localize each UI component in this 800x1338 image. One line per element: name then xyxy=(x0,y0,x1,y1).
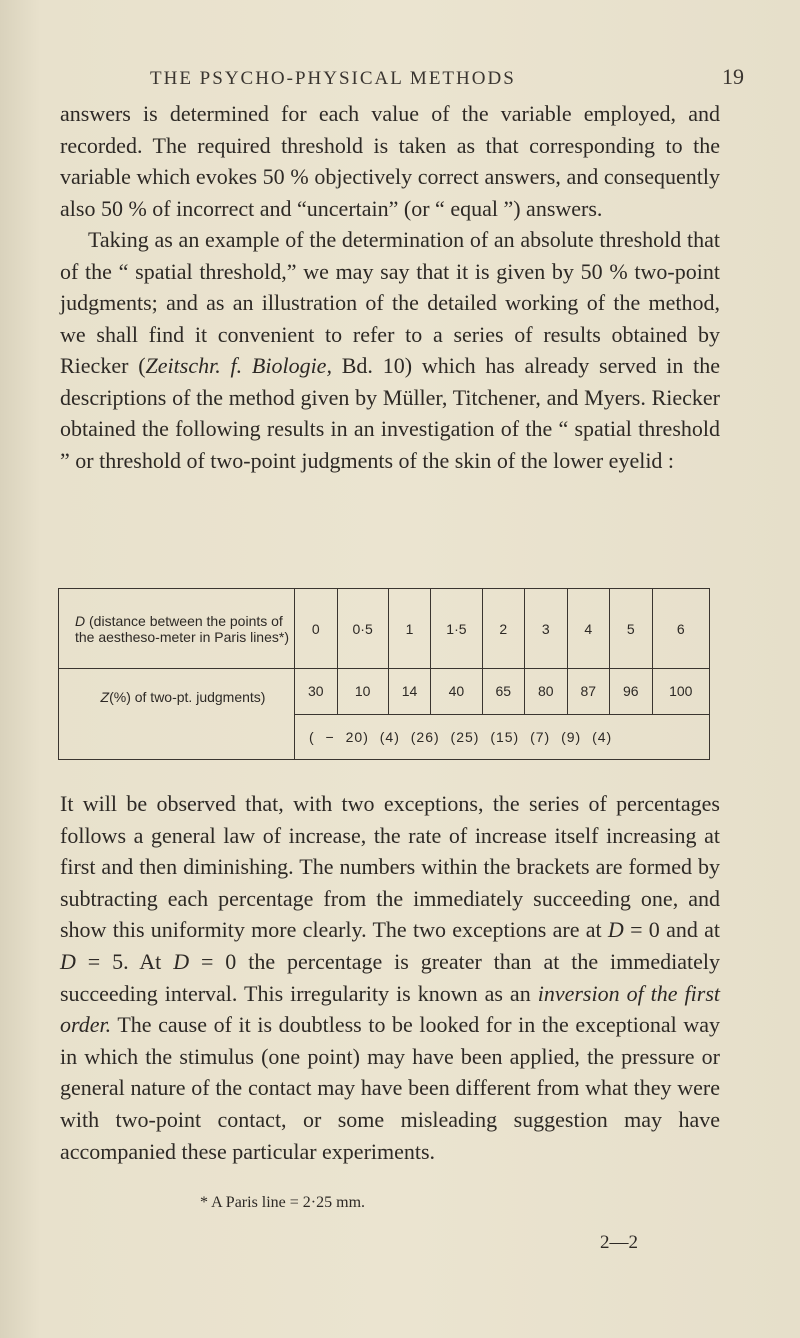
percentage-cell: 14 xyxy=(388,669,431,714)
distance-cell: 0 xyxy=(295,589,338,669)
discussion-paragraph xyxy=(60,788,720,1167)
table-row-percentage xyxy=(59,669,710,714)
paragraph-2: Taking as an example of the determination of an absolute threshold that of the “ spatial threshold,” we may say that it is given by 50 % two-point judgments; and as an illustration of the detailed working of the method, we shall find it convenient to refer to a series of results obtained by Riecker (Zeitschr. f. Biologie, Bd. 10) which has already served in the descriptions of the method given by Müller, Titchener, and Myers. Riecker obtained the following results in an investigation of the “ spatial threshold ” or threshold of two-point judgments of the skin of the lower eyelid : xyxy=(60,227,721,473)
distance-cell: 0·5 xyxy=(337,589,388,669)
results-table xyxy=(58,588,710,760)
distance-cell: 2 xyxy=(482,589,525,669)
running-header: THE PSYCHO-PHYSICAL METHODS xyxy=(150,68,516,89)
distance-label: D (distance between the points of the aestheso-meter in Paris lines*) xyxy=(59,589,295,669)
footnote: * A Paris line = 2·25 mm. xyxy=(200,1194,366,1211)
distance-cell: 3 xyxy=(525,589,568,669)
distance-cell: 5 xyxy=(610,589,653,669)
signature-mark: 2—2 xyxy=(600,1232,638,1253)
percentage-cell: 80 xyxy=(525,669,568,714)
percentage-cell: 87 xyxy=(567,669,610,714)
page-number: 19 xyxy=(722,64,744,89)
paragraph-1: answers is determined for each value of the variable employed, and recorded. The required threshold is taken as that corresponding to the variable which evokes 50 % objectively correct answers, and consequently also 50 % of incorrect and “uncertain” (or “ equal ”) answers. xyxy=(60,101,720,221)
distance-cell: 1·5 xyxy=(431,589,482,669)
percentage-cell: 100 xyxy=(652,669,709,714)
percentage-cell: 30 xyxy=(295,669,338,714)
percentage-cell: 40 xyxy=(431,669,482,714)
percentage-cell: 96 xyxy=(610,669,653,714)
distance-cell: 6 xyxy=(652,589,709,669)
table-row-distance xyxy=(59,589,710,669)
inversion-term: inversion of the first order. xyxy=(60,980,721,1038)
percentage-label: Z(%) of two-pt. judgments) xyxy=(59,669,295,760)
distance-cell: 4 xyxy=(567,589,610,669)
percentage-cell: 10 xyxy=(337,669,388,714)
distance-cell: 1 xyxy=(388,589,431,669)
percentage-cell: 65 xyxy=(482,669,525,714)
intro-paragraphs xyxy=(60,98,720,476)
paragraph-3: It will be observed that, with two exceptions, the series of percentages follows a general law of increase, the rate of increase itself increasing at first and then diminishing. The numbers within the brackets are formed by subtracting each percentage from the immediately succeeding one, and show this uniformity more clearly. The two exceptions are at D = 0 and at D = 5. At D = 0 the percentage is greater than at the immediately succeeding interval. This irregularity is known as an inversion of the first order. The cause of it is doubtless to be looked for in the exceptional way in which the stimulus (one point) may have been applied, the pressure or general nature of the contact may have been different from what they were with two-point contact, or some misleading suggestion may have accompanied these particular experiments. xyxy=(60,791,721,1164)
differences-cell: ( − 20) (4) (26) (25) (15) (7) (9) (4) xyxy=(295,714,710,759)
journal-citation: Zeitschr. f. Biologie, xyxy=(145,353,332,378)
